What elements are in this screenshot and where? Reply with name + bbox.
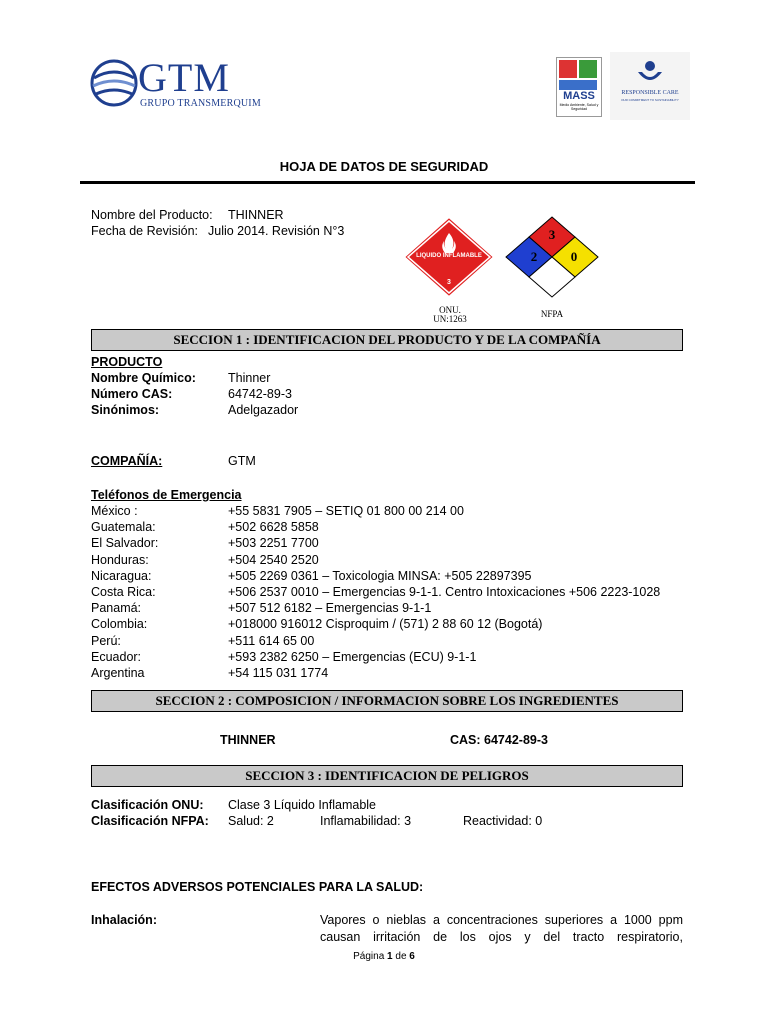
phone-row-label: Ecuador: (91, 649, 142, 664)
phone-row-value: +593 2382 6250 – Emergencias (ECU) 9-1-1 (228, 649, 477, 664)
inhalation-text-line2: causan irritación de los ojos y del tracto respiratorio, (320, 930, 683, 944)
mass-logo-text: MASS (563, 90, 595, 102)
document-title: HOJA DE DATOS DE SEGURIDAD (279, 159, 489, 174)
un-diamond-class: 3 (447, 279, 451, 286)
revision-value: Julio 2014. Revisión N°3 (208, 224, 345, 238)
phone-row-value: +505 2269 0361 – Toxicologia MINSA: +505 22897395 (228, 568, 532, 583)
phone-row-label: Nicaragua: (91, 568, 152, 583)
phone-row-value: +504 2540 2520 (228, 552, 319, 567)
product-row-value: Adelgazador (228, 403, 299, 417)
ingredient-cas: CAS: 64742-89-3 (450, 733, 548, 747)
phone-row-label: El Salvador: (91, 536, 159, 551)
phone-row-label: Guatemala: (91, 520, 156, 535)
phone-row-value: +018000 916012 Cisproquim / (571) 2 88 60 12 (Bogotá) (228, 617, 543, 632)
logo-subtitle: GRUPO TRANSMERQUIM (140, 98, 261, 109)
un-caption-2: UN:1263 (433, 314, 467, 324)
ingredient-name: THINNER (220, 733, 276, 747)
product-name-label: Nombre del Producto: (91, 208, 213, 222)
page-word: Página (353, 951, 385, 962)
inhalation-label: Inhalación: (91, 913, 157, 927)
phone-row-label: Colombia: (91, 617, 148, 632)
page-total: 6 (409, 951, 415, 962)
revision-label: Fecha de Revisión: (91, 224, 199, 238)
phones-heading: Teléfonos de Emergencia (91, 488, 242, 502)
onu-class-value: Clase 3 Líquido Inflamable (228, 798, 377, 812)
globe-icon (90, 58, 138, 108)
phone-row-value: +55 5831 7905 – SETIQ 01 800 00 214 00 (228, 504, 464, 518)
phone-row-label: Argentina (91, 666, 145, 680)
phone-row-value: +511 614 65 00 (228, 633, 315, 648)
nfpa-salud: Salud: 2 (228, 814, 274, 828)
producto-heading: PRODUCTO (91, 355, 163, 369)
nfpa-health: 2 (530, 249, 538, 264)
phone-row-label: México : (91, 504, 138, 518)
logo-name: GTM (138, 55, 230, 100)
phone-row-value: +503 2251 7700 (228, 536, 319, 551)
mass-logo (556, 57, 602, 117)
un-hazard-diamond (402, 215, 496, 299)
phone-row-label: Perú: (91, 633, 121, 648)
nfpa-flammability: 3 (548, 227, 556, 242)
title-rule (80, 181, 695, 184)
of-word: de (395, 951, 407, 962)
product-row-value: Thinner (228, 371, 271, 385)
onu-class-label: Clasificación ONU: (91, 798, 204, 812)
section2-header: SECCION 2 : COMPOSICION / INFORMACION SOBRE LOS INGREDIENTES (91, 690, 683, 712)
page-number: 1 (387, 951, 393, 962)
product-row-label: Nombre Químico: (91, 371, 196, 385)
page-footer (0, 951, 768, 962)
rc-logo-text: RESPONSIBLE CARE (621, 90, 679, 96)
nfpa-inflamabilidad: Inflamabilidad: 3 (320, 814, 412, 828)
phone-row-value: +502 6628 5858 (228, 520, 319, 535)
section3-header: SECCION 3 : IDENTIFICACION DE PELIGROS (91, 765, 683, 787)
phone-row-label: Honduras: (91, 552, 149, 567)
un-caption-1: ONU. (439, 305, 461, 315)
product-name-value: THINNER (228, 208, 284, 222)
phone-row-label: Panamá: (91, 601, 142, 616)
phone-row-value: +507 512 6182 – Emergencias 9-1-1 (228, 601, 432, 616)
phone-row-label: Costa Rica: (91, 585, 156, 599)
responsible-care-logo (610, 52, 690, 120)
nfpa-caption: NFPA (540, 309, 564, 319)
section1-header: SECCION 1 : IDENTIFICACION DEL PRODUCTO Y DE LA COMPAÑÍA (91, 329, 683, 351)
company-value: GTM (228, 454, 256, 468)
company-label: COMPAÑÍA: (91, 454, 163, 468)
rc-logo-subtitle: OUR COMMITMENT TO SUSTAINABILITY (621, 98, 679, 102)
inhalation-text-line1: Vapores o nieblas a concentraciones superiores a 1000 ppm (320, 913, 683, 927)
hands-icon (635, 60, 665, 88)
product-row-label: Número CAS: (91, 387, 173, 401)
mass-logo-subtitle: Medio Ambiente, Salud y Seguridad (559, 103, 599, 111)
nfpa-reactividad: Reactividad: 0 (463, 814, 543, 828)
nfpa-class-label: Clasificación NFPA: (91, 814, 209, 828)
phone-row-value: +54 115 031 1774 (228, 666, 329, 680)
effects-heading: EFECTOS ADVERSOS POTENCIALES PARA LA SALUD: (91, 880, 424, 894)
nfpa-reactivity: 0 (570, 249, 578, 264)
product-row-label: Sinónimos: (91, 403, 160, 417)
phone-row-value: +506 2537 0010 – Emergencias 9-1-1. Centro Intoxicaciones +506 2223-1028 (228, 585, 661, 599)
product-row-value: 64742-89-3 (228, 387, 292, 401)
nfpa-diamond (504, 215, 600, 301)
un-diamond-text: LIQUIDO INFLAMABLE (416, 253, 482, 259)
